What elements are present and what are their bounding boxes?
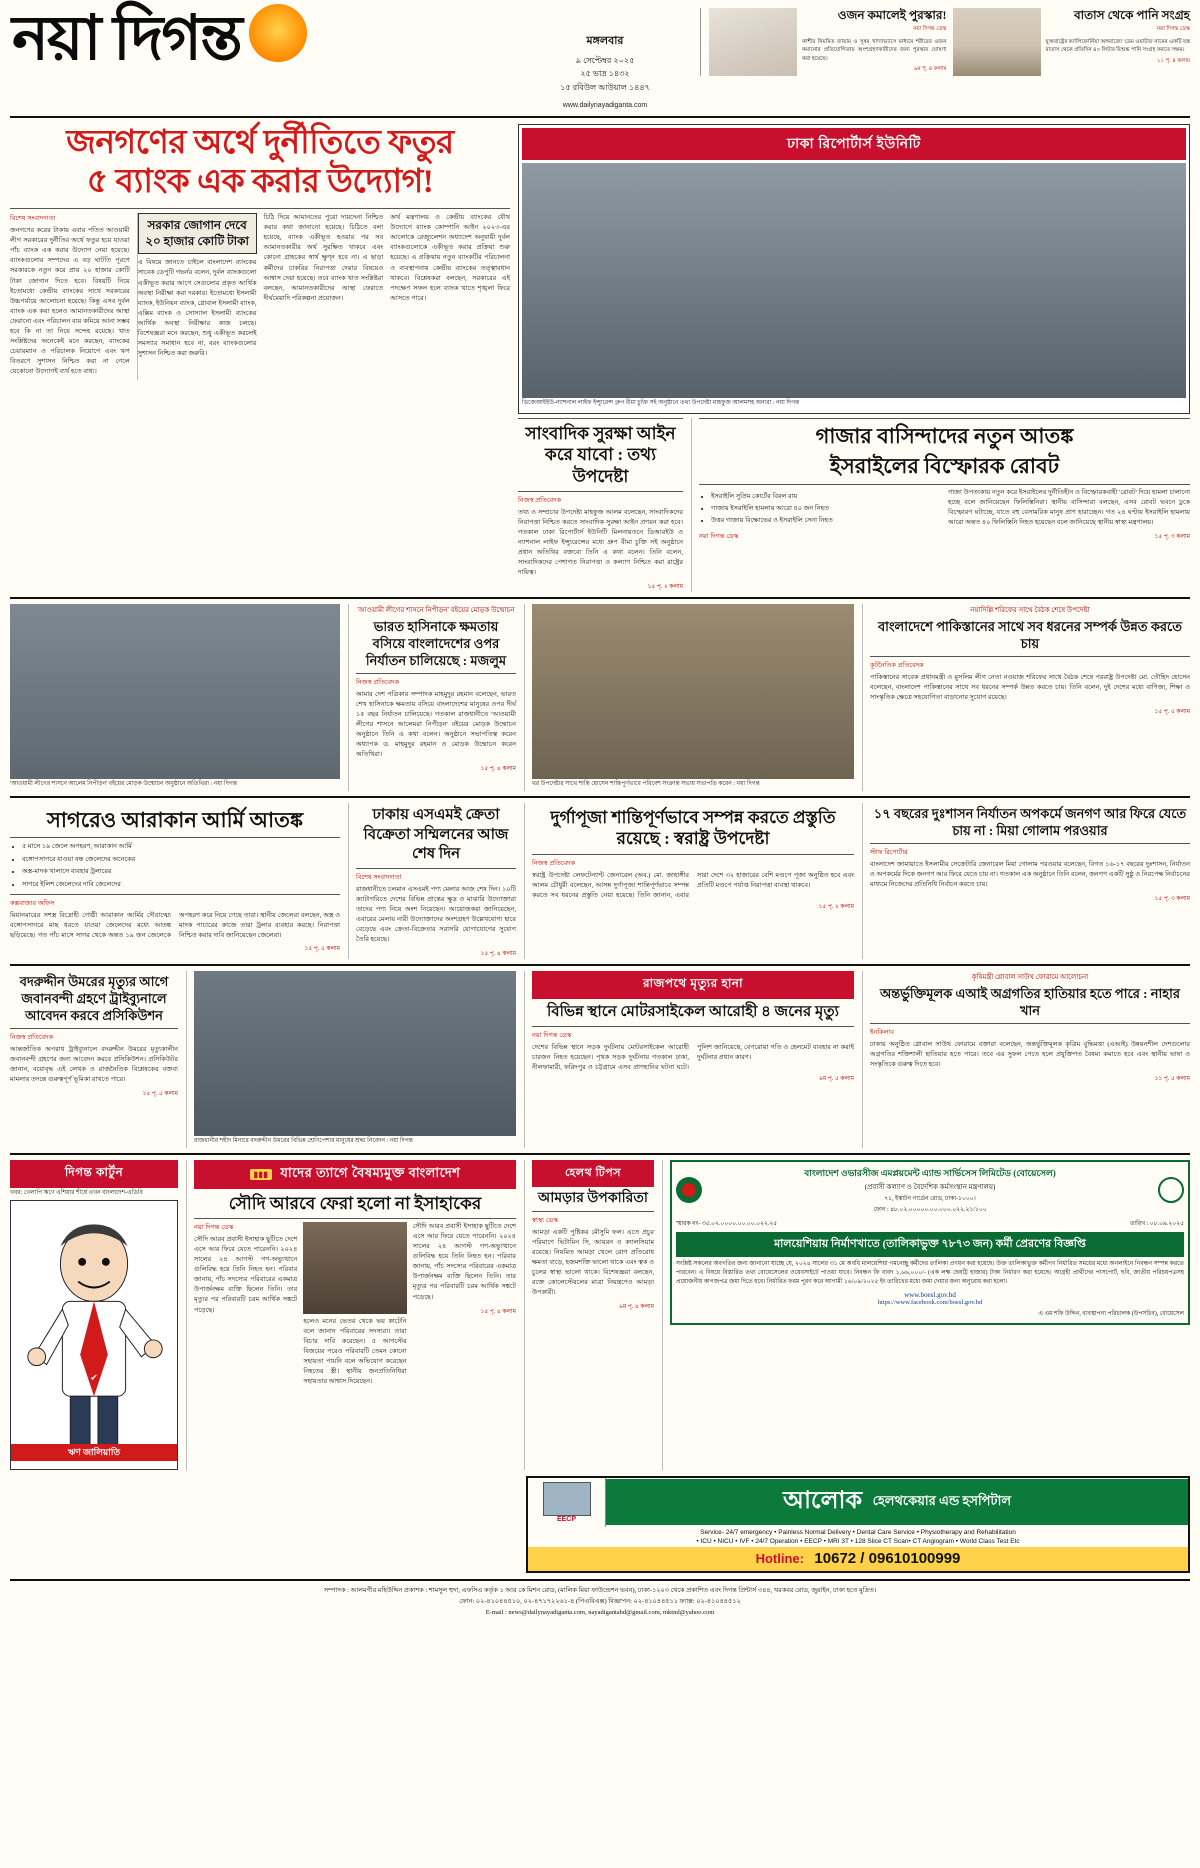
band-3 [10,604,1190,791]
saudi-body-2: হলেও মনের ভেতর থেকে ভয় কাটেনি বলে জানান পরিবারের সদস্যরা। তারা বিচার দাবি করেছেন। ৫ আগস্টের বিজয়ের পরেও পরিবারটি তেমন কোনো সহায়তা পায়নি বলে অভিযোগ করেছেন নিহতের স্ত্রী। স্থানীয় জনপ্রতিনিধিরা সহায়তার আশ্বাস দিয়েছেন। [303,1318,407,1386]
boesl-website[interactable]: www.boesl.gov.bd [904,1290,956,1299]
lead-col-2: এ বিষয়ে জানতে চাইলে বাংলাদেশ ব্যাংকের সাবেক ডেপুটি গভর্নর বলেন, দুর্বল ব্যাংকগুলো একীভূত করার আগে সেগুলোর প্রকৃত আর্থিক অবস্থা নিরীক্ষা করা দরকার। ইতোমধ্যে ইসলামী ব্যাংক, ইউনিয়ন ব্যাংক, গ্লোবাল ইসলামী ব্যাংক, এক্সিম ব্যাংক ও সোস্যাল ইসলামী ব্যাংকের আর্থিক অবস্থা নিরীক্ষার কাজ চলছে। বিশেষজ্ঞরা মনে করছেন, শুধু একীভূত করলেই সমস্যার সমাধান হবে না, বরং ব্যাংকগুলোর সুশাসন নিশ্চিত করা জরুরি। [137,259,257,357]
health-byline: স্বাস্থ্য ডেস্ক [532,1217,558,1224]
dru-photo-caption: ডিজেআইইউ-ন্যাশনাল লাইফ ইন্স্যুরেন্স গ্রুপ বীমা চুক্তি সই অনুষ্ঠানে তথ্য উপদেষ্টা মাহফুজ আলমসহ অন্যরা : নয়া দিগন্ত [522,400,800,407]
ai-jump: ১১ পৃ. ৫ কলাম [1154,1075,1190,1082]
teaser-weight-body: কাশীর নিয়মিত ব্যায়াম ও সুষম খাদ্যাভ্যাসে মাধ্যমে শরীরের ওজন কমানোর প্রতিযোগিতায় অংশগ্রহণকারীদের জন্য পুরস্কার ঘোষণা করা হয়েছে। [802,39,947,62]
sme-jump: ১৫ পৃ. ৪ কলাম [480,951,516,958]
health-headline: আমড়ার উপকারিতা [538,1190,648,1206]
footer-line-3[interactable]: E-mail : news@dailynayadiganta.com, nayadigantabd@gmail.com, mktnd@yahoo.com [485,1608,715,1616]
badaruddin-body: আন্তর্জাতিক অপরাধ ট্রাইব্যুনালে বদরুদ্দীন উমরের মৃত্যুকালীন জবানবন্দী গ্রহণের জন্য আবেদন করবে প্রসিকিউশন। প্রসিকিউটর জানান, বয়োবৃদ্ধ এই লেখক ও রাজনৈতিক বিশ্লেষকের বক্তব্য মামলার তদন্তে গুরুত্বপূর্ণ ভূমিকা রাখতে পারে। [10,1045,178,1083]
marquee-photo-caption: রাজধানীর শহীদ মিনারে বদরুদ্দীন উমরের বিভিন্ন শ্রেণিপেশার মানুষের শ্রদ্ধা নিবেদন : নয়া দিগন্ত [194,1138,413,1145]
newspaper-title: নয়া দিগন্ত [12,5,241,73]
arakan-byline: কক্সবাজার অফিস [10,899,55,907]
boesl-seal-icon [1158,1177,1184,1203]
masthead-logo-block [10,5,510,73]
sangbadik-byline: নিজস্ব প্রতিবেদক [518,496,562,504]
teaser-water-jump: ১১ পৃ. ৪ কলাম [1156,57,1190,64]
arakan-body: মিয়ানমারের সশস্ত্র বিদ্রোহী গোষ্ঠী আরাকান আর্মির দৌরাত্ম্যে বঙ্গোপসাগরে মাছ ধরতে যাওয়া জেলেদের মধ্যে আতঙ্ক ছড়িয়েছে। গত পাঁচ মাসে সাগর থেকে অন্তত ১৯ জন জেলেকে অপহরণ করে নিয়ে গেছে তারা। স্থানীয় জেলেরা বলছেন, অস্ত্র ও মাদক পাচারের কাজে তারা ট্রলার ব্যবহার করছে। নিরাপত্তা নিশ্চিত করার দাবি জানিয়েছেন জেলেরা। [10,911,340,940]
arakan-bullet-3: • অস্ত্র-মাদক খালাসে ব্যবহার ট্রলারের [22,867,340,877]
bharat-body: আমার দেশ পত্রিকার সম্পাদক মাহমুদুর রহমান বলেছেন, ভারত শেখ হাসিনাকে ক্ষমতায় বসিয়ে বাংলাদেশের মানুষের ওপর দীর্ঘ ১৫ বছর নির্যাতন চালিয়েছে। গতকাল রাজধানীতে 'আওয়ামী লীগের শাসনে আলেমরা নিপীড়ন' বইয়ের মোড়ক উন্মোচন অনুষ্ঠানে তিনি এ কথা বলেন। অনুষ্ঠানে সভাপতিত্ব করেন অধ্যাপক ড. মাহমুদুর রহমান ও মোড়ক উন্মোচন করেন অতিথিরা। [356,691,516,759]
alok-brand: আলোক [782,1488,863,1515]
durga-meeting-photo [532,604,854,779]
boesl-facebook[interactable]: https://www.facebook.com/boesl.gov.bd [877,1298,983,1306]
boesl-memo: স্মারক নং- ৩৫.০২.০০০০.০০.০০.০২২.২৫ [676,1220,778,1227]
govt-logo-icon [676,1177,702,1203]
gaza-body: গাজা উপত্যকায় নতুন করে ইসরাইলের দুর্নীতিহীন ও বিস্ফোরকবাহী 'রোবট' দিয়ে হামলা চালানো হচ্ছে বলে জানিয়েছেন ফিলিস্তিনিরা। স্থানীয় বাসিন্দারা বলছেন, এসব রোবট ভবনে ঢুকে বিস্ফোরণ ঘটাচ্ছে, যাতে বহু বেসামরিক মানুষ প্রাণ হারাচ্ছেন। গত ২৪ ঘণ্টায় ইসরাইলি হামলায় আরো অন্তত ৪০ ফিলিস্তিনি নিহত হয়েছেন বলে জানিয়েছে স্থানীয় স্বাস্থ্য মন্ত্রণালয়। [948,488,1190,526]
pakistan-kicker: নয়াদিল্লি শরিফের সাথে বৈঠক শেষে উপদেষ্টা [970,606,1090,615]
gaza-byline: নয়া দিগন্ত ডেস্ক [699,532,739,540]
arakan-bullets [10,842,340,890]
boesl-body: সংশ্লিষ্ট সকলের অবগতির জন্য জানানো যাচ্ছে যে, ২০২৪ সালের ৩১ মে অবধি মালয়েশিয়া গমনেচ্ছু কর্মীদের তালিকা প্রণয়ন করা হয়েছে। উক্ত তালিকাভুক্ত কর্মীগণ নির্ধারিত সময়ের মধ্যে অনলাইনে নিবন্ধন সম্পন্ন করতে পারবেন। এ বিষয়ে বিস্তারিত তথ্য বোয়েসেলের ওয়েবসাইটে পাওয়া যাবে। নিবন্ধন ফি বাবদ ১,৬৬,০০০/- (এক লক্ষ ছেষট্টি হাজার) টাকা নির্ধারণ করা হয়েছে। আগ্রহী প্রার্থীদের পাসপোর্ট, ছবি, জাতীয় পরিচয়পত্রসহ প্রয়োজনীয় কাগজপত্র জমা দিতে হবে। নির্ধারিত ফরম পূরণ করে আগামী ১৬/০৯/২০২৫ ইং তারিখের মধ্যে জমা দেয়ার জন্য অনুরোধ করা হলো। [676,1260,1184,1286]
pakistan-headline: বাংলাদেশে পাকিস্তানের সাথে সব ধরনের সম্পর্ক উন্নত করতে চায় [877,619,1183,652]
sangbadik-jump: ১৫ পৃ. ২ কলাম [647,584,683,591]
story-ai [862,971,1190,1148]
durgapuja-byline: নিজস্ব প্রতিবেদক [532,859,576,867]
sun-logo-icon [249,4,307,62]
years17-jump: ১৫ পৃ. ৩ কলাম [1154,896,1190,903]
alok-services-2: • ICU • NICU • IVF • 24/7 Operation • EECP • MRI 3T • 128 Slice CT Scan• CT Angiogram • World Class Test Etc [696,1537,1020,1545]
durgapuja-headline: দুর্গাপূজা শান্তিপূর্ণভাবে সম্পন্ন করতে প্রস্তুতি রয়েছে : স্বরাষ্ট্র উপদেষ্টা [550,808,836,849]
footer-line-1: সম্পাদক : আলমগীর মহিউদ্দিন প্রকাশক : শামসুল হুদা, এফসিএ কর্তৃক ১ আর কে মিশন রোড, (মালিক মিয়া ফাউন্ডেশন ভবন), ঢাকা-১২০৩ থেকে প্রকাশিত এবং দিগন্ত প্রিন্টার্স ৩৪৪, খরকবর রোড, জুরাইন, ঢাকা হতে মুদ্রিত। [323,1586,877,1594]
story-arakan [10,803,340,959]
lead-subhead-line1: সরকার জোগান দেবে [147,218,247,233]
saudi-banner: যাদের ত্যাগে বৈষম্যমুক্ত বাংলাদেশ [280,1164,461,1180]
gaza-bullet-1: • ইসরাইলি সুপ্রিম কোর্টের বিরল রায় [711,492,941,502]
story-badaruddin [10,971,178,1148]
lead-byline: বিশেষ সংবাদদাতা [10,215,56,223]
bharat-jump: ১৫ পৃ. ৪ কলাম [480,766,516,773]
gaza-bullet-3: • উত্তর গাজায় বিক্ষোভের ও ইসরাইলি সেনা নিহত [711,516,941,526]
teaser-weight-jump: ৯ম পৃ. ৪ কলাম [913,65,947,72]
boesl-date: তারিখ : ০৮.০৯.২০২৫ [1129,1220,1184,1227]
alok-services-1: Service- 24/7 emergency • Painless Normal Delivery • Dental Care Service • Physiotherapy and Rehabilitation [700,1528,1016,1536]
gaza-bullet-2: • গাজায় ইসরাইলি হামলায় আরো ৪০ জন নিহত [711,504,941,514]
bharat-headline: ভারত হাসিনাকে ক্ষমতায় বসিয়ে বাংলাদেশের ওপর নির্যাতন চালিয়েছে : মজলুম [365,619,507,669]
shahid-minar-photo [194,971,516,1136]
boesl-signature: এ এম শফি উদ্দিন, ব্যবস্থাপনা পরিচালক (উপসচিব), বোয়েসেল [1038,1310,1184,1317]
lead-story [10,124,510,414]
boesl-phone: ফোন : ৪৮.০২.০০০০০.০০.০০০.০২২.২১/১০০ [873,1206,987,1213]
band-lead [10,124,1190,414]
alok-hotline-number[interactable]: 10672 / 09610100999 [814,1549,961,1567]
road-body: দেশের বিভিন্ন স্থানে সড়ক দুর্ঘটনায় মোটরসাইকেল আরোহী চারজন নিহত হয়েছেন। পৃথক সড়ক দুর্ঘটনায় গতকাল ঢাকা, নীলফামারী, ফরিদপুর ও চট্টগ্রামে এসব প্রাণহানির ঘটনা ঘটে। পুলিশ জানিয়েছে, বেপরোয়া গতি ও হেলমেট ব্যবহার না করাই দুর্ঘটনার প্রধান কারণ। [532,1043,854,1071]
bharat-byline: নিজস্ব প্রতিবেদক [356,679,400,687]
years17-body: বাংলাদেশ জামায়াতে ইসলামীর সেক্রেটারি জেনারেল মিয়া গোলাম পরওয়ার বলেছেন, বিগত ১৬-১৭ বছরের দুঃশাসন, নির্যাতন ও অপকর্মের দিকে জনগণ আর ফিরে যেতে চায় না। গতকাল এক অনুষ্ঠানে তিনি বলেন, জনগণ একটি সুষ্ঠু ও নিরপেক্ষ নির্বাচনের মাধ্যমে নিজেদের প্রতিনিধি নির্বাচন করতে চায়। [870,860,1190,889]
boesl-org-line2: (প্রবাসী কল্যাণ ও বৈদেশিক কর্মসংস্থান মন্ত্রণালয়) [864,1182,996,1191]
publish-day: মঙ্গলবার [586,35,624,47]
teaser-water[interactable] [953,8,1191,76]
health-jump: ৯ম পৃ. ৪ কলাম [619,1304,654,1311]
sme-body: রাজধানীতে চলমান এসএমই পণ্য মেলার আজ শেষ দিন। ১০টি ক্যাটাগরিতে দেশের বিভিন্ন প্রান্তের ক্ষুদ্র ও মাঝারি উদ্যোক্তারা তাদের পণ্য নিয়ে অংশ নিয়েছেন। আয়োজকরা জানিয়েছেন, এবারের মেলায় নারী উদ্যোক্তাদের অংশগ্রহণ উল্লেখযোগ্য হারে বেড়েছে এবং ক্রেতা-বিক্রেতার সরাসরি যোগাযোগের সুযোগ তৈরি হয়েছে। [356,885,516,943]
years17-byline: স্টাফ রিপোর্টার [870,848,908,856]
teaser-weight-byline: নয়া দিগন্ত ডেস্ক [913,26,947,32]
band-4 [10,803,1190,959]
book-photo-block [10,604,340,791]
publish-date-bangla: ২৫ ভাদ্র ১৪৩২ [580,69,630,79]
svg-text:✔: ✔ [90,1372,98,1383]
road-byline: নয়া দিগন্ত ডেস্ক [532,1031,572,1039]
cartoon-label: ঋণ জালিয়াতি [11,1444,177,1461]
saudi-portrait-photo [303,1222,406,1314]
alok-advertisement[interactable] [526,1476,1190,1573]
lead-headline-line2: ৫ ব্যাংক এক করার উদ্যোগ! [86,164,434,201]
ai-byline: ইনকিলাব [870,1028,895,1036]
ai-kicker: কৃষিমন্ত্রী গ্লোবাল সাউথ ফোরামে আলোচনা [971,973,1089,982]
saudi-body-3: সৌদি আরব প্রবাসী ইসাহাক ছুটিতে দেশে এসে আর ফিরে যেতে পারেননি। ২০২৪ সালের ২৪ আগস্ট গণ-অভ্যুত্থানে গুলিবিদ্ধ হয়ে তিনি নিহত হন। পরিবার জানায়, পাঁচ সদস্যের পরিবারের একমাত্র উপার্জনক্ষম ব্যক্তি ছিলেন তিনি। তার মৃত্যুর পর পরিবারটি চরম আর্থিক সঙ্কটে পড়েছে। [412,1223,516,1301]
road-headline: বিভিন্ন স্থানে মোটরসাইকেল আরোহী ৪ জনের মৃত্যু [547,1004,839,1021]
cartoon-image [10,1200,178,1470]
cartoon-caption: খবর: খেলাপি ঋণে এশিয়ার শীর্ষে এখন বাংলাদেশ-এডিবি [10,1189,143,1196]
health-body: আমড়া একটি পুষ্টিকর মৌসুমি ফল। এতে প্রচুর পরিমাণে ভিটামিন সি, আয়রন ও ক্যালসিয়াম রয়েছে। নিয়মিত আমড়া খেলে রোগ প্রতিরোধ ক্ষমতা বাড়ে, হজমশক্তি ভালো থাকে এবং ত্বক ও চুলের স্বাস্থ্য ভালো থাকে। বিশেষজ্ঞরা বলছেন, রক্তে কোলেস্টেরলের মাত্রা নিয়ন্ত্রণেও আমড়া উপকারী। [532,1229,654,1297]
durga-photo-block [524,604,854,791]
story-health [524,1160,654,1470]
badaruddin-jump: ১৫ পৃ. ৫ কলাম [142,1090,178,1097]
story-road [524,971,854,1148]
pakistan-jump: ১৫ পৃ. ৫ কলাম [1154,709,1190,716]
road-banner: রাজপথে মৃত্যুর হানা [532,971,854,999]
ai-body: ঢাকায় অনুষ্ঠিত গ্লোবাল সাউথ ফোরামে বক্তারা বলেছেন, অন্তর্ভুক্তিমূলক কৃত্রিম বুদ্ধিমত্তা (এআই) উন্নয়নশীল দেশগুলোর অগ্রগতির শক্তিশালী হাতিয়ার হতে পারে। তবে এর সুফল পেতে হলে প্রযুক্তিগত বৈষম্য কমাতে হবে এবং স্থানীয় ভাষা ও সংস্কৃতিকে গুরুত্ব দিতে হবে। [870,1040,1190,1068]
story-pakistan [862,604,1190,791]
band-7 [10,1476,1190,1573]
arakan-bullet-4: • সাগরে ইলিশ জেলেদের দাবি জেলেদের [22,880,340,890]
durgapuja-jump: ১৫ পৃ. ২ কলাম [818,903,854,910]
lead-subhead-box [138,213,257,254]
masthead-date-block [510,8,700,112]
story-sme [348,803,516,959]
story-gaza [691,418,1190,592]
years17-headline: ১৭ বছরের দুঃশাসন নির্যাতন অপকর্মে জনগণ আর ফিরে যেতে চায় না : মিয়া গোলাম পরওয়ার [873,806,1187,839]
gaza-jump: ১৫ পৃ. ৩ কলাম [1154,533,1190,540]
footer-line-2: ফোন: ০২-৪১০৪৪৫১০, ০২-৪৭১৭২২৬১-৪ (পিএবিএক্স) বিজ্ঞাপন: ০২-৪১০৪৪৫১১ ফ্যাক্স: ০২-৪১০৪৪৫১২ [459,1597,741,1605]
arakan-bullet-2: • বঙ্গোপসাগরে যাওয়া বন্ধ জেলেদের অনেকের [22,855,340,865]
sangbadik-body: তথ্য ও সম্প্রচার উপদেষ্টা মাহফুজ আলম বলেছেন, সাংবাদিকদের নিরাপত্তা নিশ্চিত করতে সাংবাদিক সুরক্ষা আইন প্রণয়ন করা হবে। গতকাল ঢাকা রিপোর্টার্স ইউনিটি মিলনায়তনে ডিআরইউ ও ন্যাশনাল লাইফ ইন্স্যুরেন্সের মধ্যে গ্রুপ বীমা চুক্তি সই অনুষ্ঠানে প্রধান অতিথির বক্তব্যে তিনি এ কথা বলেন। তিনি বলেন, সাংবাদিকদের পেশাগত নিরাপত্তা ও কল্যাণ নিশ্চিত করা রাষ্ট্রের দায়িত্ব। [518,508,683,577]
flag-icon: ▮▮▮ [250,1169,273,1180]
badaruddin-headline: বদরুদ্দীন উমরের মৃত্যুর আগে জবানবন্দী গ্রহণে ট্রাইব্যুনালে আবেদন করবে প্রসিকিউশন [19,974,169,1023]
ai-headline: অন্তর্ভুক্তিমূলক এআই অগ্রগতির হাতিয়ার হতে পারে : নাহার খান [880,986,1180,1018]
publish-date-gregorian: ৯ সেপ্টেম্বর ২০২৫ [575,55,635,65]
badaruddin-byline: নিজস্ব প্রতিবেদক [10,1033,54,1041]
pakistan-byline: কূটনৈতিক প্রতিবেদক [870,662,924,670]
story-17years [862,803,1190,959]
saudi-body: সৌদি আরব প্রবাসী ইসাহাক ছুটিতে দেশে এসে আর ফিরে যেতে পারেননি। ২০২৪ সালের ২৪ আগস্ট গণ-অভ্যুত্থানে গুলিবিদ্ধ হয়ে তিনি নিহত হন। পরিবার জানায়, পাঁচ সদস্যের পরিবারের একমাত্র উপার্জনক্ষম ব্যক্তি ছিলেন তিনি। তার মৃত্যুর পর পরিবারটি চরম আর্থিক সঙ্কটে পড়েছে। [194,1236,298,1314]
health-banner: হেলথ টিপস [532,1160,654,1187]
boesl-address: ৭১, ইস্কাটন গার্ডেন রোড, ঢাকা-১০০০। [884,1195,976,1202]
band-5 [10,971,1190,1148]
teaser-water-photo [953,8,1041,76]
story-bharat [348,604,516,791]
lead-col-1: জনগণের করের টাকায় এবার পতিত আওয়ামী লীগ সরকারের দুর্নীতির অর্থে ফতুর হয়ে যাওয়া পাঁচ ব্যাংক এক করার উদ্যোগ নেয়া হয়েছে। ব্যাংকগুলোর সম্পদের এ বড় ঘাটতি পূরণে সরকারকে নতুন করে প্রায় ২০ হাজার কোটি টাকা জোগান দিতে হবে। বিষয়টি নিয়ে ইতোমধ্যে কেন্দ্রীয় ব্যাংকের সাথে সরকারের উচ্চপর্যায়ে আলোচনা হয়েছে। কিন্তু এসব দুর্বল ব্যাংক এক করা হলেও আমানতকারীদের আস্থা ফেরানো এবং পরিচালন ব্যয় কমিয়ে আনা সম্ভব হবে কি না তা নিয়ে সন্দেহ রয়েছে। খাত সংশ্লিষ্টদের অনেকেই মনে করছেন, ব্যাংকের চেয়ারম্যান ও পরিচালক নিয়োগে এবং ঋণ বিতরণে সুশাসন নিশ্চিত করা না গেলে যেকোনো উদ্যোগই ব্যর্থ হতে বাধ্য। [10,227,130,376]
page-footer [10,1579,1190,1618]
story-saudi [186,1160,516,1470]
book-photo-caption: 'আওয়ামী লীগের শাসনে আলেম নিপীড়ন' বইয়ের মোড়ক উন্মোচন অনুষ্ঠানে অতিথিরা : নয়া দিগন্ত [10,781,237,788]
alok-brand-sub: হেলথকেয়ার এন্ড হসপিটাল [872,1492,1012,1508]
arakan-bullet-1: • ৫ মাসে ১৯ জেলে অপহরণ, আরাকান আর্মি [22,842,340,852]
gaza-headline-1: গাজার বাসিন্দাদের নতুন আতঙ্ক [815,424,1074,449]
gaza-headline-2: ইসরাইলের বিস্ফোরক রোবট [829,454,1060,479]
boesl-headline: মালয়েশিয়ায় নির্মাণখাতে (তালিকাভুক্ত ৭৮৭৩ জন) কর্মী প্রেরণের বিজ্ঞপ্তি [676,1232,1184,1257]
sme-headline: ঢাকায় এসএমই ক্রেতা বিক্রেতা সম্মিলনের আজ শেষ দিন [363,807,509,863]
teaser-water-byline: নয়া দিগন্ত ডেস্ক [1156,26,1190,32]
road-jump: ৯ম পৃ. ৫ কলাম [819,1075,854,1082]
boesl-advertisement[interactable] [662,1160,1190,1470]
dru-banner: ঢাকা রিপোর্টার্স ইউনিটি [522,128,1186,160]
dru-group-photo [522,163,1186,398]
bharat-kicker: 'আওয়ামী লীগের শাসনে নিপীড়ন' বইয়ের মোড়ক উন্মোচন [357,606,515,615]
teaser-weight-headline: ওজন কমালেই পুরস্কার! [837,8,947,22]
saudi-byline: নয়া দিগন্ত ডেস্ক [194,1224,234,1232]
arakan-jump: ১৫ পৃ. ৫ কলাম [304,945,340,952]
website-url[interactable]: www.dailynayadiganta.com [562,102,648,110]
marquee-photo-block [186,971,516,1148]
band-6 [10,1160,1190,1470]
masthead [10,5,1190,112]
gaza-bullets [699,492,941,527]
story-durgapuja [524,803,854,959]
lead-col-4: অর্থ মন্ত্রণালয় ও কেন্দ্রীয় ব্যাংকের যৌথ উদ্যোগে ব্যাংক কোম্পানি আইন ২০২৩-এর আলোকে রেজ্যুলেশন অধ্যাদেশ অনুযায়ী দুর্বল ব্যাংকগুলোকে একীভূত করার প্রক্রিয়া শুরু হয়েছে। এ প্রক্রিয়ায় নতুন ব্যাংকটির পরিচালনা ও ব্যবস্থাপনায় কেন্দ্রীয় ব্যাংকের তত্ত্বাবধান থাকবে। বিশ্লেষকরা বলছেন, সরকারের এই পদক্ষেপ সফল হলে ব্যাংক খাতে শৃঙ্খলা ফিরে আসতে পারে। [390,214,510,302]
teaser-water-headline: বাতাস থেকে পানি সংগ্রহ [1073,8,1190,22]
sme-byline: বিশেষ সংবাদদাতা [356,873,402,881]
arakan-headline: সাগরেও আরাকান আর্মি আতঙ্ক [47,808,303,833]
teaser-water-body: যুক্তরাষ্ট্রের ক্যালিফোর্নিয়া অঙ্গরাজ্যে 'ডেম ওয়াটার' নামের একটি যন্ত্র বাতাস থেকে প্রতিদিন ৪০ লিটার বিশুদ্ধ পানি সংগ্রহ করতে সক্ষম। [1045,39,1190,54]
band-2 [10,418,1190,592]
durgapuja-body: স্বরাষ্ট্র উপদেষ্টা লেফটেন্যান্ট জেনারেল (অব.) মো. জাহাঙ্গীর আলম চৌধুরী বলেছেন, আসন্ন দুর্গাপূজা শান্তিপূর্ণভাবে সম্পন্ন করতে সব ধরনের প্রস্তুতি নেয়া হয়েছে। তিনি জানান, এবার সারা দেশে ৩২ হাজারের বেশি মণ্ডপে পূজা অনুষ্ঠিত হবে এবং প্রতিটি মণ্ডপে পর্যাপ্ত নিরাপত্তা ব্যবস্থা থাকবে। [532,871,854,899]
dru-photo-block [518,124,1190,414]
teaser-weight-photo [709,8,797,76]
top-teasers [700,8,1190,76]
cartoon-drawing-icon [11,1201,177,1469]
sangbadik-headline: সাংবাদিক সুরক্ষা আইন করে যাবো : তথ্য উপদেষ্টা [525,424,676,486]
lead-col-3: চিঠি দিয়ে আমানতের পুরো দায়দেনা নিশ্চিত করার কথা জানানো হয়েছে। চিঠিতে বলা হয়েছে, ব্যাংক একীভূত হওয়ার পর সব আমানতকারীর অর্থ সুরক্ষিত থাকবে এবং কোনো গ্রাহকের স্বার্থ ক্ষুণ্ন হবে না। এ ছাড়া কর্মীদের চাকরির নিরাপত্তা দেয়ার বিষয়েও আশ্বাস দেয়া হয়েছে। তবে ব্যাংক খাত সংশ্লিষ্টরা বলছেন, আমানতকারীদের আস্থা ফেরাতে দীর্ঘমেয়াদি পরিকল্পনা প্রয়োজন। [263,214,384,302]
publish-date-hijri: ১৫ রবিউল আউয়াল ১৪৪৭ [560,82,650,92]
lead-subhead-line2: ২০ হাজার কোটি টাকা [145,233,250,248]
story-sangbadik [518,418,683,592]
pakistan-body: পাকিস্তানের সাবেক প্রধানমন্ত্রী ও মুসলিম লীগ নেতা নওয়াজ শরিফের সাথে বৈঠক শেষে পররাষ্ট্র উপদেষ্টা মো. তৌহিদ হোসেন বলেছেন, বাংলাদেশ পাকিস্তানের সাথে সব ধরনের সম্পর্ক উন্নত করতে চায়। তিনি বলেন, দুই দেশের মধ্যে বাণিজ্য, শিক্ষা ও সাংস্কৃতিক ক্ষেত্রে সহযোগিতা বাড়ানোর সুযোগ রয়েছে। [870,674,1190,702]
book-launch-photo [10,604,340,779]
durga-photo-caption: থর উপদেষ্টার সাথে শান্তি হোসেন শান্তিপূর্ণভাবে পরিবেশ সংক্রান্ত সভায় সভাপতি করেন : নয়া দিগন্ত [532,781,760,788]
lead-headline-line1: জনগণের অর্থে দুর্নীতিতে ফতুর [66,125,454,162]
alok-badge: EECP [556,1515,577,1523]
teaser-weight[interactable] [709,8,947,76]
cartoon-banner: দিগন্ত কার্টুন [10,1160,178,1188]
eecp-device-photo [543,1482,591,1516]
cartoon-block [10,1160,178,1470]
alok-hotline-label: Hotline: [755,1550,804,1566]
saudi-headline: সৌদি আরবে ফেরা হলো না ইসাহাকের [228,1193,482,1213]
boesl-org-line1: বাংলাদেশ ওভারসীজ এমপ্লয়মেন্ট এ্যান্ড সার্ভিসেস লিমিটেড (বোয়েসেল) [804,1167,1056,1178]
saudi-jump: ১৫ পৃ. ৪ কলাম [480,1308,516,1315]
